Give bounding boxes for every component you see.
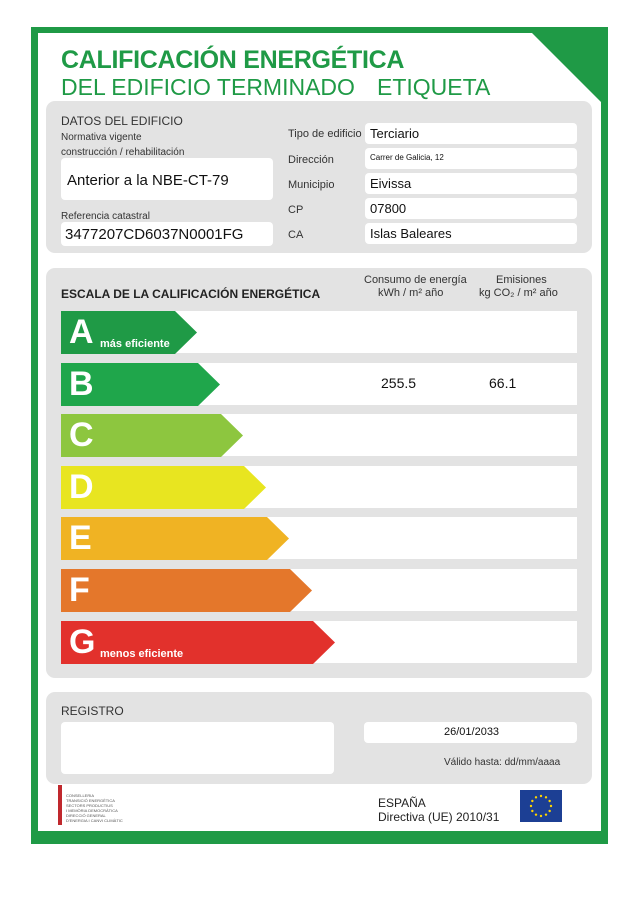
rating-bar-c	[61, 414, 243, 457]
field-label-ca: CA	[288, 229, 304, 241]
logo-line: D'ENERGIA I CANVI CLIMÀTIC	[66, 818, 123, 823]
field-label-tipo: Tipo de edificio	[288, 128, 362, 140]
rating-sublabel: más eficiente	[100, 338, 170, 350]
registro-date: 26/01/2033	[444, 726, 500, 738]
eu-star-icon	[540, 815, 542, 817]
valid-until-label: Válido hasta: dd/mm/aaaa	[444, 757, 561, 768]
norm-label-2: construcción / rehabilitación	[61, 147, 185, 158]
title-line1: CALIFICACIÓN ENERGÉTICA	[61, 46, 405, 74]
norm-label-1: Normativa vigente	[61, 132, 142, 143]
registro-title: REGISTRO	[61, 704, 124, 718]
government-logo	[58, 785, 138, 827]
rating-bar-b	[61, 363, 220, 406]
emissions-header-2: kg CO₂ / m² año	[479, 287, 558, 299]
consumption-header-1: Consumo de energía	[364, 274, 467, 286]
consumption-header-2: kWh / m² año	[378, 287, 444, 299]
logo-line: I MEMÒRIA DEMOCRÀTICA	[66, 808, 118, 813]
field-value-tipo: Terciario	[370, 126, 420, 141]
logo-text	[66, 793, 123, 823]
registro-box	[61, 722, 334, 774]
field-value-cp: 07800	[370, 201, 407, 216]
field-value-municipio: Eivissa	[370, 176, 412, 191]
rating-bar-d	[61, 466, 266, 509]
logo-line: SECTORS PRODUCTIUS	[66, 803, 113, 808]
rating-letter: D	[69, 468, 94, 506]
logo-line: CONSELLERIA	[66, 793, 95, 798]
eu-star-icon	[548, 810, 550, 812]
norm-value: Anterior a la NBE-CT-79	[67, 172, 229, 189]
directive-label: Directiva (UE) 2010/31	[378, 810, 500, 824]
emissions-value: 66.1	[489, 375, 517, 391]
title-line2: DEL EDIFICIO TERMINADO	[61, 74, 355, 100]
country-label: ESPAÑA	[378, 796, 426, 810]
rating-bar-g	[61, 621, 335, 664]
field-label-cp: CP	[288, 204, 304, 216]
rating-letter: B	[69, 365, 94, 403]
eu-star-icon	[535, 796, 537, 798]
eu-star-icon	[531, 810, 533, 812]
rating-sublabel: menos eficiente	[100, 648, 184, 660]
rating-bar-f	[61, 569, 312, 612]
eu-star-icon	[540, 795, 542, 797]
building-section-title: DATOS DEL EDIFICIO	[61, 114, 183, 128]
cadastral-label: Referencia catastral	[61, 211, 150, 222]
emissions-header-1: Emisiones	[496, 274, 547, 286]
eu-star-icon	[535, 813, 537, 815]
logo-line: TRANSICIÓ ENERGÈTICA	[66, 798, 115, 803]
eu-star-icon	[548, 800, 550, 802]
rating-letter: C	[69, 416, 94, 454]
rating-bar-a	[61, 311, 197, 354]
logo-line: DIRECCIÓ GENERAL	[66, 813, 106, 818]
field-value-ca: Islas Baleares	[370, 226, 452, 241]
rating-letter: F	[69, 571, 90, 609]
rating-letter: E	[69, 519, 92, 557]
eu-star-icon	[545, 796, 547, 798]
eu-star-icon	[545, 813, 547, 815]
field-label-municipio: Municipio	[288, 179, 335, 191]
eu-star-icon	[530, 805, 532, 807]
rating-letter: G	[69, 623, 96, 661]
logo-bar-icon	[58, 785, 62, 825]
cadastral-value: 3477207CD6037N0001FG	[65, 226, 244, 243]
rating-letter: A	[69, 313, 94, 351]
eu-flag-icon	[520, 790, 562, 822]
scale-title: ESCALA DE LA CALIFICACIÓN ENERGÉTICA	[61, 287, 321, 301]
field-value-direccion: Carrer de Galicia, 12	[370, 153, 444, 162]
rating-bar-e	[61, 517, 289, 560]
field-label-direccion: Dirección	[288, 154, 334, 166]
consumption-value: 255.5	[381, 375, 417, 391]
eu-star-icon	[531, 800, 533, 802]
eu-star-icon	[550, 805, 552, 807]
title-etiqueta: ETIQUETA	[377, 74, 491, 100]
